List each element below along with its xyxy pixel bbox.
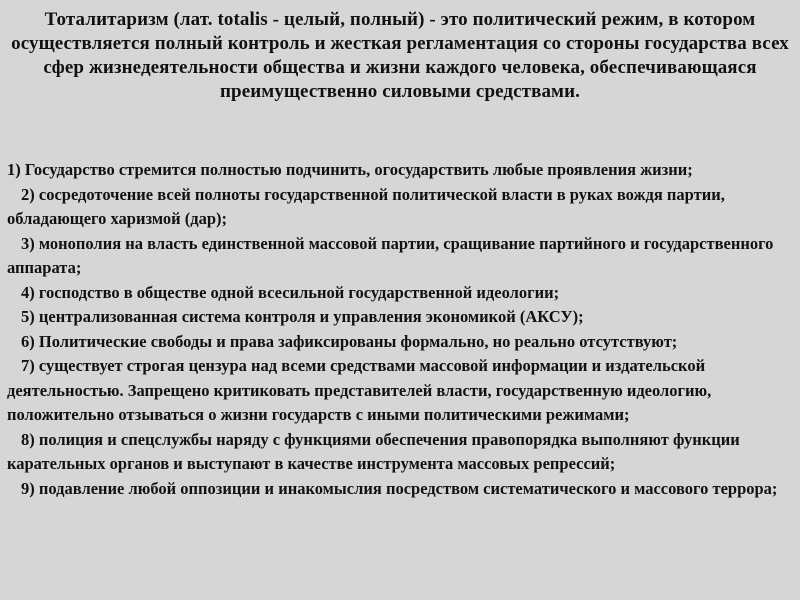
list-item: 5) централизованная система контроля и управления экономикой (АКСУ); — [21, 307, 584, 326]
list-item: 1) Государство стремится полностью подчинить, огосударствить любые проявления жизни; — [7, 160, 693, 179]
list-item: 3) монополия на власть единственной массовой партии, сращивание партийного и государственного аппарата; — [7, 233, 774, 277]
list-item: 6) Политические свободы и права зафиксированы формально, но реально отсутствуют; — [21, 331, 678, 351]
slide-title: Тоталитаризм (лат. totalis - целый, полный) - это политический режим, в котором осуществляется полный контроль и жесткая регламентация со стороны государства всех сфер жизнедеятельности общества и жизни каждого человека, обеспечивающаяся преимущественно силовыми средствами. — [11, 9, 789, 102]
list-item: 8) полиция и спецслужбы наряду с функциями обеспечения правопорядка выполняют функции карательных органов и выступают в качестве инструмента массовых репрессий; — [7, 429, 740, 473]
feature-list — [7, 158, 793, 501]
list-item: 9) подавление любой оппозиции и инакомыслия посредством систематического и массового террора; — [21, 478, 778, 498]
list-item: 4) господство в обществе одной всесильной государственной идеологии; — [21, 282, 560, 302]
list-item: 2) сосредоточение всей полноты государственной политической власти в руках вождя партии, обладающего харизмой (дар); — [7, 184, 725, 228]
list-item: 7) существует строгая цензура над всеми средствами массовой информации и издательской деятельностью. Запрещено критиковать представителей власти, государственную идеологию, положительно отзываться о жизни государств с иными политическими режимами; — [7, 356, 712, 424]
